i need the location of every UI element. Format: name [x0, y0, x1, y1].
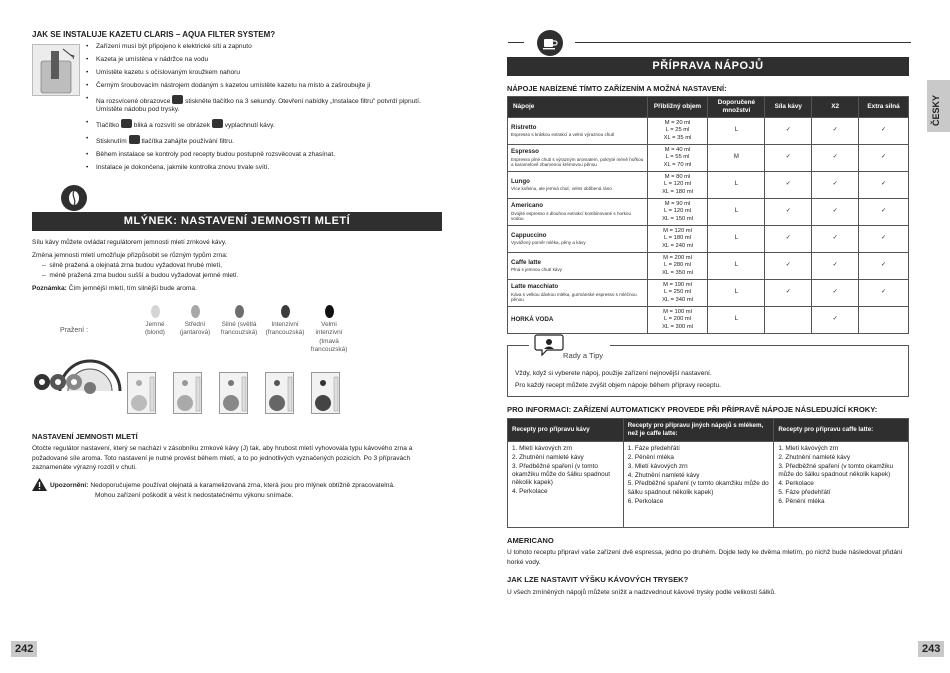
volume-xl: XL = 240 ml	[662, 242, 693, 249]
drink-recommended: L	[708, 226, 765, 253]
grinder-note	[32, 285, 197, 294]
grinder-p2: Změna jemnosti mletí umožňuje přizpůsobit se různým typům zrna:	[32, 252, 228, 259]
nozzle-text: U všech zmíněných nápojů můžete snížit a nadzvednout kávové trysky podle velikosti šálků.	[507, 589, 777, 596]
drinks-table	[507, 96, 909, 334]
volume-m: M = 120 ml	[663, 228, 692, 235]
drink-strength-check: ✓	[765, 145, 812, 172]
volume-l: L = 55 ml	[665, 154, 690, 161]
bean-intense-icon	[281, 305, 290, 318]
note-label: Poznámka:	[32, 285, 67, 292]
install-step-6	[86, 119, 441, 131]
grinder-dash-2-text: méně pražená zrna budou sušší a budou vyžadovat jemné mletí.	[49, 272, 239, 279]
drink-name: Cappuccino	[511, 232, 547, 240]
drink-x2-check: ✓	[812, 226, 859, 253]
volume-m: M = 100 ml	[663, 309, 692, 316]
install-step-4: • Černým šroubovacím nástrojem dodaným s kazetou umístěte kazetu na místo a zašroubujte ji	[86, 82, 441, 91]
drink-name-cell	[508, 145, 648, 172]
right-page	[475, 0, 950, 673]
recipe-step: 3. Předběžné spaření (v tomto okamžiku může do šálku spadnout několik kapek)	[778, 462, 894, 479]
volume-xl: XL = 340 ml	[662, 296, 693, 303]
page-number-right: 243	[918, 641, 944, 657]
volume-m: M = 80 ml	[664, 174, 691, 181]
rinse-button-icon	[121, 119, 132, 128]
drink-name: Latte macchiato	[511, 283, 559, 291]
recipe-list-latte	[778, 445, 904, 506]
volume-m: M = 40 ml	[664, 147, 691, 154]
drink-volume-cell	[647, 172, 708, 199]
drink-extra-check: ✓	[859, 118, 909, 145]
volume-xl: XL = 150 ml	[662, 215, 693, 222]
drink-name-cell	[508, 118, 648, 145]
drink-x2-check: ✓	[812, 199, 859, 226]
roast-label: Pražení :	[60, 327, 89, 334]
tips-line-2: Pro každý recept můžete zvýšit objem nápoje během přípravy receptu.	[515, 382, 721, 389]
col-recommended: Doporučené množství	[708, 97, 765, 118]
recipe-step: 6. Perkolace	[627, 497, 664, 505]
roast-label-2: Střední (jantarová)	[179, 321, 211, 337]
drink-row	[508, 172, 909, 199]
roast-label-5: Velmi intenzivní (tmavá francouzská)	[310, 321, 348, 354]
drink-strength-check: ✓	[765, 118, 812, 145]
drink-x2-check: ✓	[812, 280, 859, 307]
recipe-step: 3. Předběžné spaření (v tomto okamžiku může do šálku spadnout několik kapek)	[512, 462, 611, 487]
drink-desc: Káva s velkou dávkou mléka, gurmánské espresso s mléčnou pěnou	[511, 291, 637, 303]
drink-row	[508, 253, 909, 280]
recipe-col-coffee	[508, 442, 624, 528]
drink-name-cell	[508, 307, 648, 334]
nozzle-title: JAK LZE NASTAVIT VÝŠKU KÁVOVÝCH TRYSEK?	[507, 575, 689, 584]
recipe-step: 1. Mletí kávových zrn	[778, 445, 839, 453]
install-step-1: • Zařízení musí být připojeno k elektrické síti a zapnuto	[86, 43, 441, 52]
recipe-step: 4. Perkolace	[778, 479, 814, 487]
drink-row	[508, 307, 909, 334]
drink-recommended: L	[708, 172, 765, 199]
bean-strong-icon	[235, 305, 244, 318]
grind-levels	[125, 372, 355, 416]
drink-name: Caffe latte	[511, 259, 541, 267]
drink-volume-cell	[647, 226, 708, 253]
drink-name: Espresso	[511, 148, 539, 156]
bean-medium-icon	[191, 305, 200, 318]
drink-strength-check: ✓	[765, 172, 812, 199]
col-volume: Přibližný objem	[647, 97, 708, 118]
volume-l: L = 280 ml	[664, 262, 692, 269]
recipe-table-header	[508, 419, 909, 442]
install-step-8: • Během instalace se kontroly pod recepty budou postupně rozsvěcovat a zhasínat.	[86, 151, 441, 160]
drink-extra-check: ✓	[859, 226, 909, 253]
roast-label-1: Jemné (blond)	[145, 321, 165, 337]
filter-illustration	[32, 44, 80, 96]
grind-level-5	[311, 372, 340, 414]
drink-name-cell	[508, 280, 648, 307]
volume-xl: XL = 35 ml	[663, 134, 692, 141]
drinks-table-title: NÁPOJE NABÍZENÉ TÍMTO ZAŘÍZENÍM A MOŽNÁ NASTAVENÍ:	[507, 84, 727, 93]
recipe-step: 5. Fáze předehřátí	[778, 488, 831, 496]
roast-label-4: Intenzivní (francouzská)	[265, 321, 305, 337]
tips-title: Rady a Tipy	[563, 351, 604, 360]
install-steps	[86, 43, 441, 177]
start-button-icon	[129, 135, 140, 144]
title-rule-right	[575, 42, 911, 43]
recipe-table-row	[508, 442, 909, 528]
fineness-title: NASTAVENÍ JEMNOSTI MLETÍ	[32, 432, 138, 441]
drink-row	[508, 118, 909, 145]
drink-name: Ristretto	[511, 124, 537, 132]
drink-name-cell	[508, 253, 648, 280]
drink-row	[508, 145, 909, 172]
warning-line-1: Nedoporučujeme používat olejnatá a karamelizovaná zrna, která jsou pro mlýnek obtížně zpracovatelná.	[90, 482, 395, 489]
roast-item-4	[263, 305, 307, 338]
col-drink: Nápoje	[508, 97, 648, 118]
grinder-dial-icon	[30, 336, 125, 394]
drink-extra-check: ✓	[859, 145, 909, 172]
screen-icon	[172, 95, 183, 104]
drink-strength-check: ✓	[765, 199, 812, 226]
drink-extra-check	[859, 307, 909, 334]
volume-m: M = 90 ml	[664, 201, 691, 208]
drink-recommended: M	[708, 145, 765, 172]
info-title: PRO INFORMACI: ZAŘÍZENÍ AUTOMATICKY PROVEDE PŘI PŘÍPRAVĚ NÁPOJE NÁSLEDUJÍCÍ KROKY:	[507, 405, 878, 414]
drink-desc: Dvojité espresso s dlouhou extrakcí kombinované s horkou vodou	[511, 210, 632, 222]
install-step-5	[86, 95, 441, 116]
drink-strength-check: ✓	[765, 280, 812, 307]
drink-extra-check: ✓	[859, 253, 909, 280]
drink-name-cell	[508, 199, 648, 226]
volume-l: L = 25 ml	[665, 127, 690, 134]
recipe-col-latte	[774, 442, 909, 528]
warning-icon	[32, 478, 47, 491]
grinder-dial-illustration	[30, 336, 125, 394]
drink-extra-check: ✓	[859, 172, 909, 199]
install-step-5a: Na rozsvícené obrazovce	[96, 97, 171, 105]
grind-level-2	[173, 372, 202, 414]
volume-l: L = 250 ml	[664, 289, 692, 296]
water-tank-illustration-icon	[33, 45, 81, 97]
tips-line-1: Vždy, když si vyberete nápoj, použije zařízení nejnovější nastavení.	[515, 370, 712, 377]
install-step-7b: tlačítka zahájíte používání filtru.	[141, 138, 234, 146]
page-number-left: 242	[11, 641, 37, 657]
volume-l: L = 200 ml	[664, 316, 692, 323]
install-step-7	[86, 135, 441, 147]
volume-m: M = 190 ml	[663, 282, 692, 289]
recipe-header-milk: Recepty pro přípravu jiných nápojů s mlékem, než je caffe latte:	[623, 419, 774, 442]
install-step-6c: vyplachnutí kávy.	[224, 122, 275, 130]
volume-l: L = 120 ml	[664, 208, 692, 215]
recipe-list-coffee	[512, 445, 619, 496]
warning-text	[50, 481, 445, 500]
volume-m: M = 20 ml	[664, 120, 691, 127]
recipe-step: 5. Předběžné spaření (v tomto okamžiku může do šálku spadnout několik kapek)	[627, 480, 769, 496]
drink-strength-check: ✓	[765, 253, 812, 280]
americano-title: AMERICANO	[507, 536, 554, 545]
drink-extra-check: ✓	[859, 280, 909, 307]
drink-desc: Espresso s krátkou extrakcí a velmi výraznou chutí	[511, 132, 615, 138]
language-tab-label: ČESKY	[931, 94, 941, 126]
rinse-image-icon	[212, 119, 223, 128]
coffee-cup-icon	[537, 30, 563, 56]
grinder-dash-1: – silně pražená a olejnatá zrna budou vyžadovat hrubé mletí,	[42, 262, 222, 269]
install-step-7a: Stisknutím	[96, 138, 127, 146]
tips-box-rule-right	[610, 345, 909, 346]
drink-desc: Plná s jemnou chutí kávy	[511, 267, 563, 273]
volume-xl: XL = 350 ml	[662, 269, 693, 276]
drink-x2-check: ✓	[812, 172, 859, 199]
drink-volume-cell	[647, 307, 708, 334]
drink-x2-check: ✓	[812, 118, 859, 145]
recipe-step: 1. Mletí kávových zrn	[512, 445, 573, 453]
note-text: Čím jemnější mletí, tím silnější bude aroma.	[68, 285, 197, 292]
recipe-step: 2. Pěnění mléka	[627, 453, 674, 461]
americano-text: U tohoto receptu připraví vaše zařízení dvě espressa, jedno po druhém. Dojde tedy ke dvěma mletím, po nichž bude následovat přidání horké vody.	[507, 549, 903, 566]
drink-volume-cell	[647, 118, 708, 145]
fineness-text: Otočte regulátor nastavení, který se nachází v zásobníku zrnkové kávy (J) tak, aby hrubost mletí vyhovovala typu kávového zrna a požadované síle aroma. Toto nastavení je nutné provést během mletí, a to po jednotlivých vyznačených pozicích. Po 3 přípravách zaznamenáte výrazný rozdíl v chuti.	[32, 445, 413, 472]
drink-x2-check: ✓	[812, 145, 859, 172]
bean-very-intense-icon	[325, 305, 334, 318]
recipe-step: 4. Perkolace	[512, 488, 548, 496]
drinks-section-title: PŘÍPRAVA NÁPOJŮ	[507, 57, 909, 76]
roast-label-3: Silné (světlá francouzská)	[220, 321, 258, 337]
tips-box-rule-left	[507, 345, 529, 346]
drink-recommended: L	[708, 118, 765, 145]
recipe-step: 4. Zhutnění namleté kávy	[627, 471, 700, 479]
roast-item-3	[220, 305, 258, 338]
drink-volume-cell	[647, 199, 708, 226]
roast-item-2	[177, 305, 213, 338]
drink-recommended: L	[708, 253, 765, 280]
drink-desc: Více kofeinu, ale jemná chuť, velmi oblíbená ráno	[511, 186, 612, 192]
install-step-3: • Umístěte kazetu s očíslovaným kroužkem nahoru	[86, 69, 441, 78]
drinks-table-body	[508, 118, 909, 334]
language-tab	[927, 80, 950, 132]
col-x2: X2	[812, 97, 859, 118]
grind-level-4	[265, 372, 294, 414]
install-step-5b: stiskněte tlačítko na 3 sekundy. Otevření nabídky „Instalace filtru" potvrdí pipnutí. Umístěte nádobu pod trysky.	[96, 97, 421, 114]
coffee-bean-icon	[61, 185, 87, 211]
drink-volume-cell	[647, 280, 708, 307]
grinder-dash-1-text: silně pražená a olejnatá zrna budou vyžadovat hrubé mletí,	[49, 262, 222, 269]
drink-desc: Vyvážený poměr mléka, pěny a kávy	[511, 240, 586, 246]
roast-scale	[125, 305, 350, 370]
recipe-header-latte: Recepty pro přípravu caffe latte:	[774, 419, 909, 442]
grind-level-3	[219, 372, 248, 414]
install-step-6b: bliká a rozsvítí se obrázek	[133, 122, 211, 130]
drink-recommended: L	[708, 280, 765, 307]
drink-volume-cell	[647, 145, 708, 172]
volume-xl: XL = 70 ml	[663, 161, 692, 168]
warning-label: Upozornění:	[50, 482, 89, 489]
install-step-6a: Tlačítko	[96, 122, 120, 130]
drink-extra-check: ✓	[859, 199, 909, 226]
drink-name-cell	[508, 226, 648, 253]
drink-name: Americano	[511, 202, 543, 210]
grind-level-1	[127, 372, 156, 414]
volume-l: L = 120 ml	[664, 181, 692, 188]
install-step-9: • Instalace je dokončena, jakmile kontrolka znovu trvale svítí.	[86, 164, 441, 173]
drinks-table-header	[508, 97, 909, 118]
roast-item-5	[309, 305, 349, 354]
grinder-dash-2: – méně pražená zrna budou sušší a budou vyžadovat jemné mletí.	[42, 272, 239, 279]
drink-strength-check: ✓	[765, 226, 812, 253]
drink-strength-check	[765, 307, 812, 334]
drink-recommended: L	[708, 307, 765, 334]
recipe-step: 2. Zhutnění namleté kávy	[778, 453, 851, 461]
drink-row	[508, 226, 909, 253]
drink-row	[508, 199, 909, 226]
warning-line-2: Mohou zařízení poškodit a vést k nedostatečnému výkonu snímače.	[95, 491, 294, 499]
volume-l: L = 180 ml	[664, 235, 692, 242]
drink-volume-cell	[647, 253, 708, 280]
recipe-steps-table	[507, 418, 909, 528]
drink-name: HORKÁ VODA	[511, 315, 554, 323]
recipe-list-milk	[628, 445, 770, 506]
install-step-2: • Kazeta je umístěna v nádržce na vodu	[86, 56, 441, 65]
drink-recommended: L	[708, 199, 765, 226]
install-title: JAK SE INSTALUJE KAZETU CLARIS – AQUA FILTER SYSTEM?	[32, 30, 276, 39]
bean-light-icon	[151, 305, 160, 318]
volume-m: M = 200 ml	[663, 255, 692, 262]
volume-xl: XL = 180 ml	[662, 188, 693, 195]
recipe-step: 3. Mletí kávových zrn	[627, 462, 688, 470]
drink-x2-check: ✓	[812, 307, 859, 334]
recipe-step: 2. Zhutnění namleté kávy	[512, 453, 584, 461]
recipe-step: 1. Fáze předehřátí	[627, 445, 680, 453]
col-strength: Síla kávy	[765, 97, 812, 118]
drink-desc: Espresso plné chuti s výrazným aromatem, pokryté méně hořkou a karamelově zbarvenou krémovou pěnou	[511, 156, 644, 168]
volume-xl: XL = 300 ml	[662, 323, 693, 330]
grinder-p1: Sílu kávy můžete ovládat regulátorem jemnosti mletí zrnkové kávy.	[32, 239, 227, 246]
recipe-col-milk	[623, 442, 774, 528]
drink-row	[508, 280, 909, 307]
drink-name: Lungo	[511, 178, 530, 186]
col-extra-strong: Extra silná	[859, 97, 909, 118]
recipe-step: 6. Pěnění mléka	[778, 497, 825, 505]
drink-name-cell	[508, 172, 648, 199]
recipe-header-coffee: Recepty pro přípravu kávy	[508, 419, 624, 442]
title-rule-left	[508, 42, 524, 43]
grinder-section-title: MLÝNEK: NASTAVENÍ JEMNOSTI MLETÍ	[32, 212, 442, 231]
drink-x2-check: ✓	[812, 253, 859, 280]
roast-item-1	[140, 305, 170, 338]
